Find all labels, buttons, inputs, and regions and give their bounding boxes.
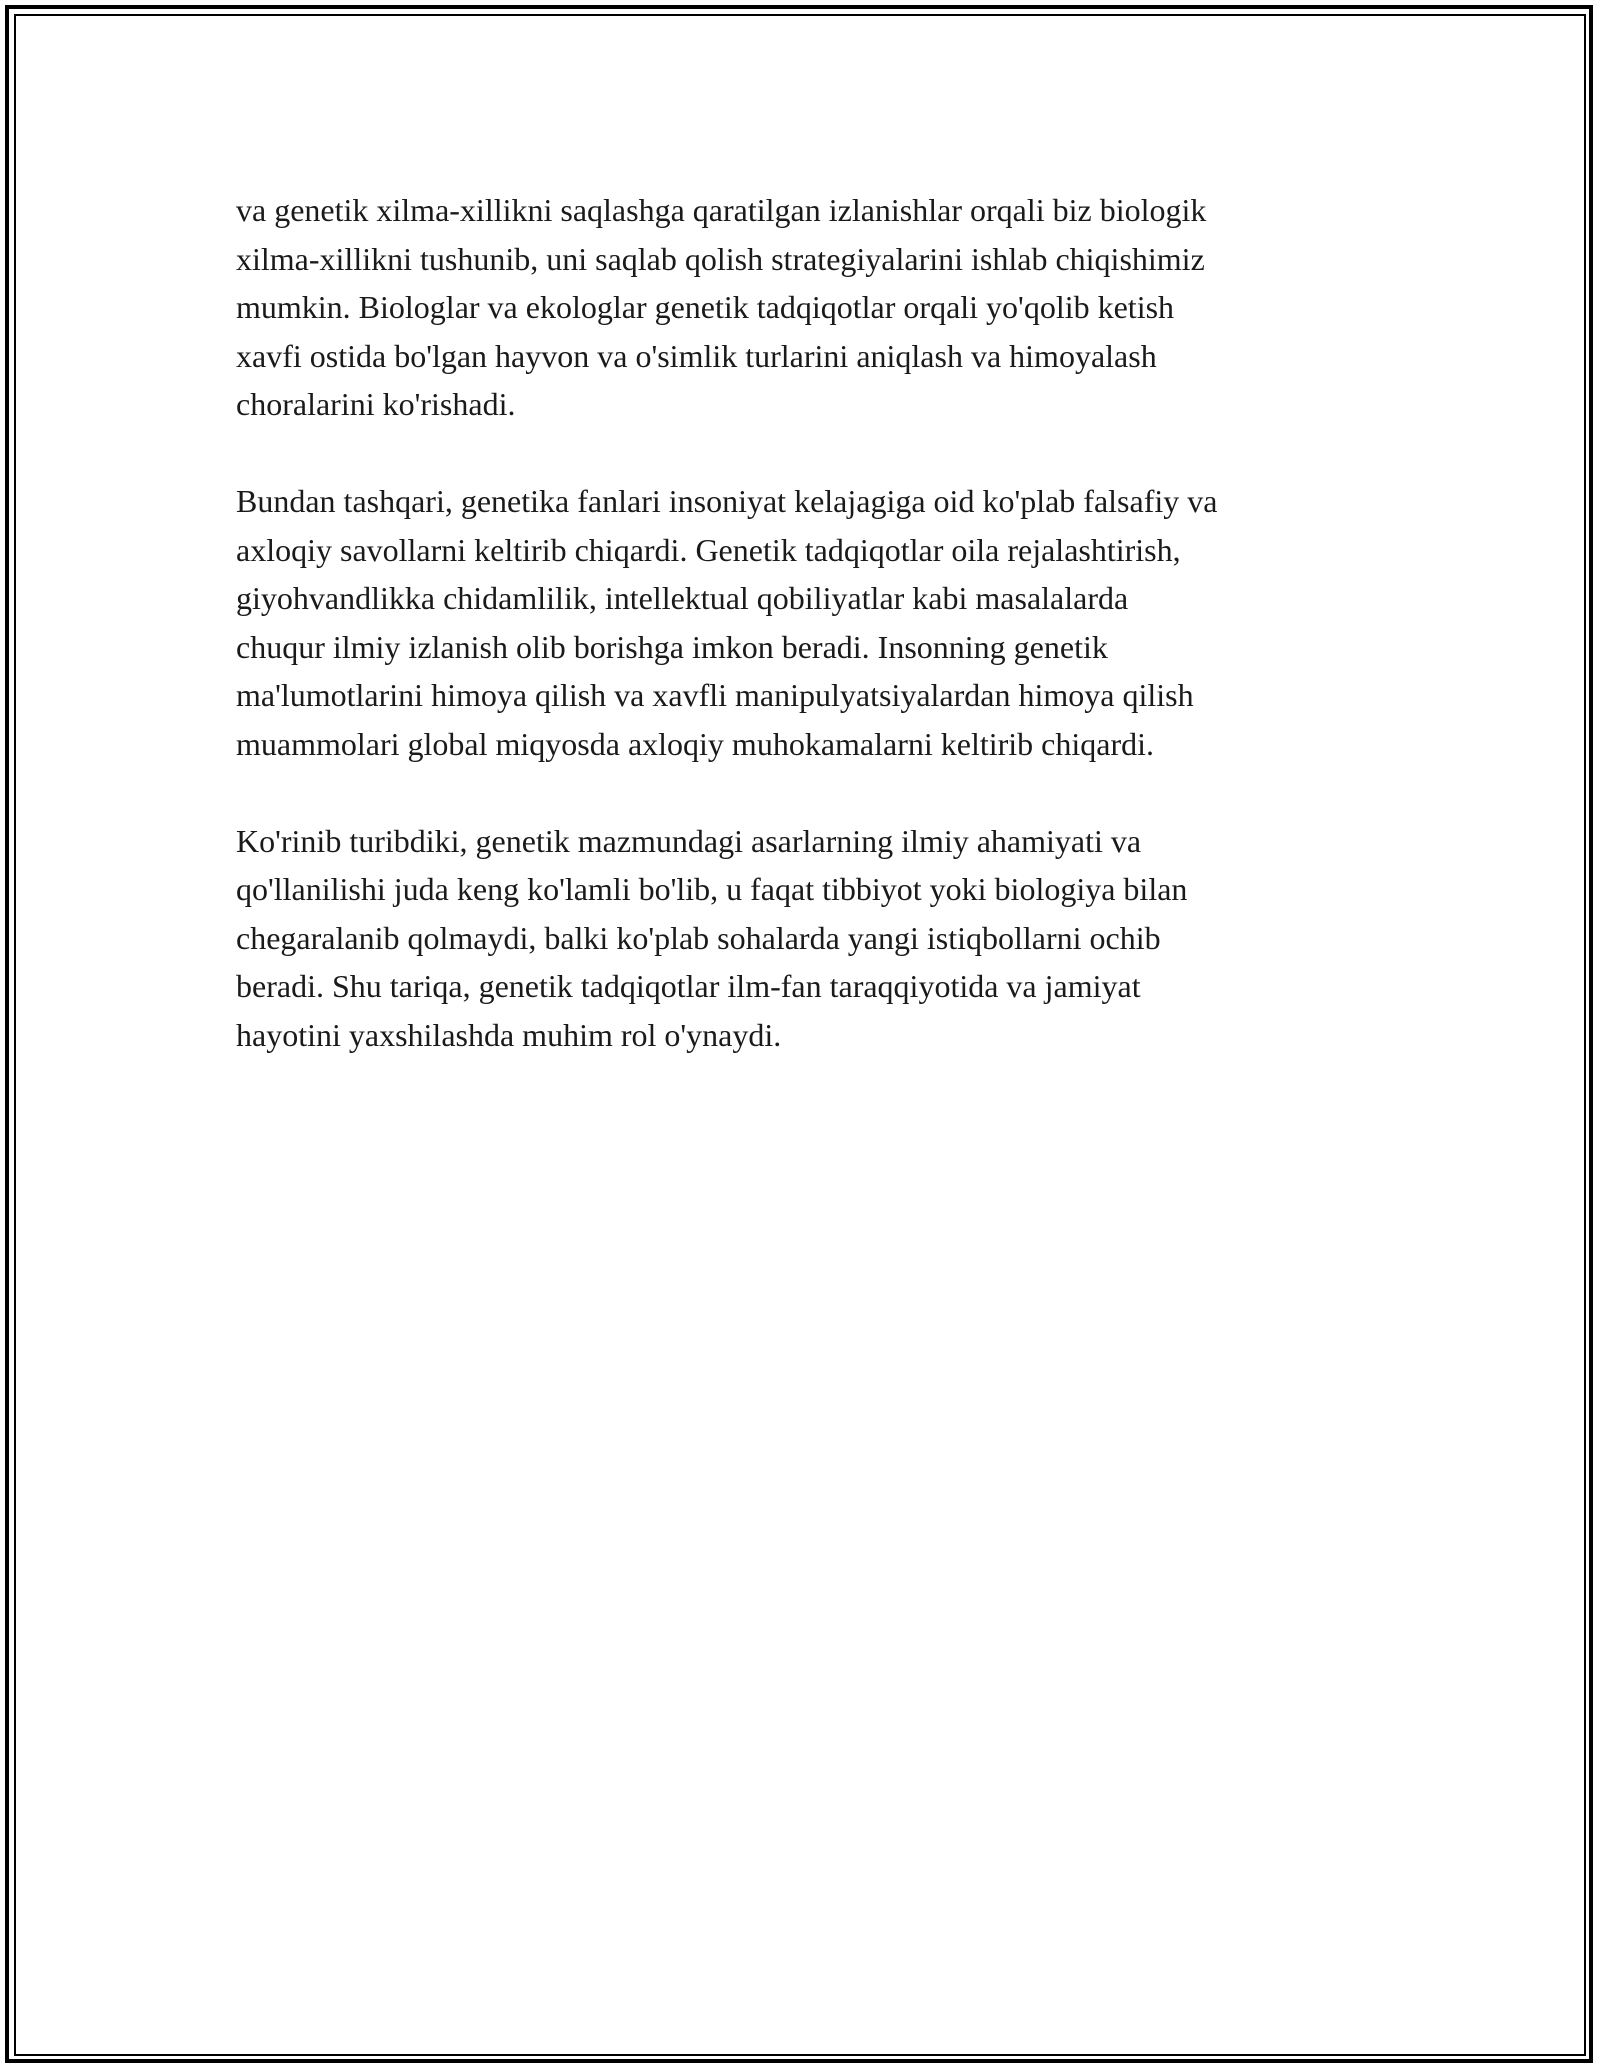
document-body [236, 186, 1386, 1108]
text-line: xavfi ostida bo'lgan hayvon va o'simlik turlarini aniqlash va himoyalash [236, 337, 1157, 374]
text-line: mumkin. Biologlar va ekologlar genetik tadqiqotlar orqali yo'qolib ketish [236, 289, 1175, 325]
paragraph-3 [236, 817, 1386, 1060]
text-line: Bundan tashqari, genetika fanlari insoniyat kelajagiga oid ko'plab falsafiy va [236, 483, 1218, 519]
text-line: chegaralanib qolmaydi, balki ko'plab sohalarda yangi istiqbollarni ochib [236, 919, 1161, 956]
text-line: Ko'rinib turibdiki, genetik mazmundagi asarlarning ilmiy ahamiyati va [236, 822, 1142, 859]
paragraph-1 [236, 186, 1386, 429]
text-line: qo'llanilishi juda keng ko'lamli bo'lib, u faqat tibbiyot yoki biologiya bilan [236, 871, 1188, 907]
text-line: ma'lumotlarini himoya qilish va xavfli manipulyatsiyalardan himoya qilish [236, 677, 1194, 713]
text-line: axloqiy savollarni keltirib chiqardi. Genetik tadqiqotlar oila rejalashtirish, [236, 531, 1181, 568]
text-line: chuqur ilmiy izlanish olib borishga imkon beradi. Insonning genetik [236, 628, 1108, 665]
text-line: xilma-xillikni tushunib, uni saqlab qolish strategiyalarini ishlab chiqishimiz [236, 240, 1205, 277]
paragraph-2 [236, 477, 1386, 768]
text-line: muammolari global miqyosda axloqiy muhokamalarni keltirib chiqardi. [236, 725, 1155, 762]
text-line: va genetik xilma-xillikni saqlashga qaratilgan izlanishlar orqali biz biologik [236, 192, 1207, 228]
text-line: giyohvandlikka chidamlilik, intellektual qobiliyatlar kabi masalalarda [236, 580, 1129, 616]
text-line: hayotini yaxshilashda muhim rol o'ynaydi. [236, 1016, 782, 1053]
text-line: choralarini ko'rishadi. [236, 386, 516, 422]
text-line: beradi. Shu tariqa, genetik tadqiqotlar ilm-fan taraqqiyotida va jamiyat [236, 968, 1141, 1004]
